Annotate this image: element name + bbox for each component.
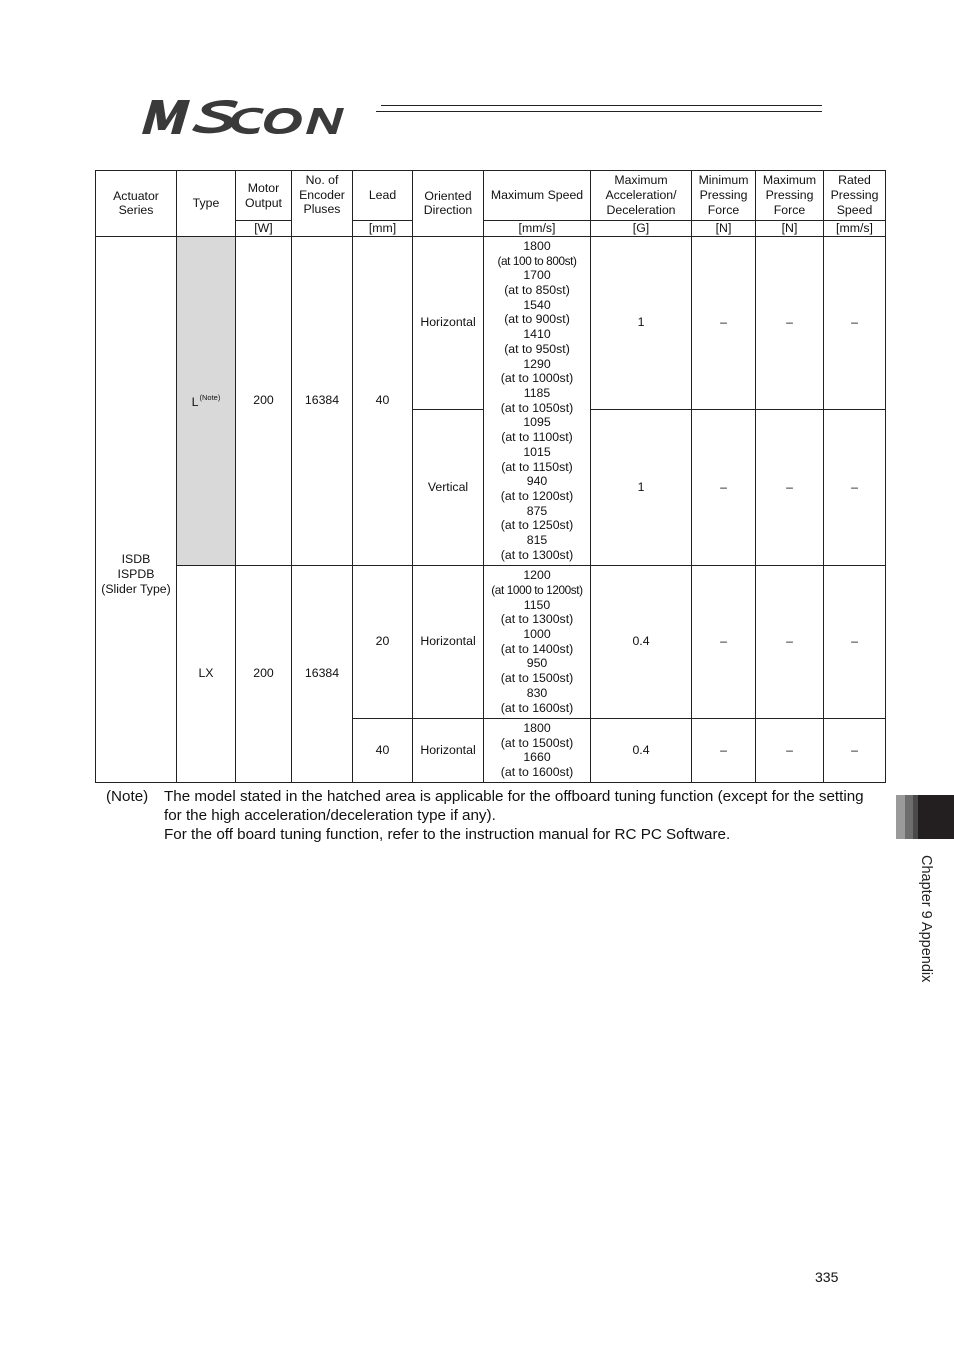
type-lx-direction-2: Horizontal	[413, 718, 484, 782]
series-line-3: (Slider Type)	[101, 581, 171, 596]
header-row	[96, 171, 886, 221]
speed-line: 1660	[523, 750, 551, 765]
note-line-2: For the off board tuning function, refer to the instruction manual for RC PC Software.	[164, 826, 731, 843]
speed-line: 815	[526, 533, 548, 548]
type-lx-max-speed-1	[484, 565, 591, 718]
type-lx-min-force-1: –	[692, 565, 756, 718]
type-l-v-rated-speed: –	[824, 409, 886, 565]
speed-line: 1410	[523, 327, 551, 342]
header-max-accel: Maximum Acceleration/ Deceleration	[591, 171, 692, 221]
type-lx-speed-list-1	[484, 568, 590, 715]
type-l-encoder-pulses: 16384	[292, 236, 353, 565]
speed-line: (at to 850st)	[504, 283, 570, 298]
type-lx-cell: LX	[177, 565, 236, 782]
speed-line: (at to 1150st)	[501, 459, 573, 474]
header-rated-pressing-speed: Rated Pressing Speed	[824, 171, 886, 221]
note-text	[164, 787, 884, 844]
type-lx-accel-2: 0.4	[591, 718, 692, 782]
type-l-v-min-force: –	[692, 409, 756, 565]
type-l-h-max-force: –	[756, 236, 824, 409]
header-type: Type	[177, 171, 236, 237]
type-lx-max-force-2: –	[756, 718, 824, 782]
type-l-direction-horizontal: Horizontal	[413, 236, 484, 409]
unit-max-speed: [mm/s]	[484, 221, 591, 237]
speed-line: (at to 1400st)	[500, 641, 574, 656]
speed-line: (at to 1100st)	[501, 430, 573, 445]
unit-rated-pressing-speed: [mm/s]	[824, 221, 886, 237]
header-oriented-direction: Oriented Direction	[413, 171, 484, 237]
actuator-series-cell	[96, 236, 177, 782]
header-min-pressing-force: Minimum Pressing Force	[692, 171, 756, 221]
speed-line: 1000	[523, 627, 551, 641]
speed-line: 830	[526, 685, 548, 700]
speed-line: (at to 1500st)	[500, 735, 574, 750]
page-number: 335	[815, 1269, 839, 1285]
header-encoder-pulses: No. of Encoder Pluses	[292, 171, 353, 237]
note-label: (Note)	[106, 788, 149, 805]
type-lx-motor-output: 200	[236, 565, 292, 782]
speed-line: (at to 1050st)	[500, 400, 574, 415]
type-lx-lead-20: 20	[353, 565, 413, 718]
type-lx-speed-list-2	[484, 721, 590, 780]
type-l-h-accel: 1	[591, 236, 692, 409]
unit-motor-output: [W]	[236, 221, 292, 237]
mscon-logo	[136, 96, 368, 140]
speed-line: 1200	[523, 568, 551, 583]
type-l-h-min-force: –	[692, 236, 756, 409]
speed-line: (at to 900st)	[504, 312, 570, 327]
speed-line: (at to 950st)	[504, 341, 570, 356]
header-lead: Lead	[353, 171, 413, 221]
header-rule-top	[381, 105, 822, 106]
speed-line: 1800	[523, 238, 551, 253]
speed-line: 1095	[523, 415, 551, 430]
header-max-speed: Maximum Speed	[484, 171, 591, 221]
type-lx-lead-40: 40	[353, 718, 413, 782]
speed-line: 1185	[523, 386, 551, 400]
type-lx-encoder-pulses: 16384	[292, 565, 353, 782]
type-lx-max-force-1: –	[756, 565, 824, 718]
header-actuator-series: Actuator Series	[96, 171, 177, 237]
chapter-tab-stripe	[896, 795, 905, 839]
type-l-max-speed	[484, 236, 591, 565]
type-l-speed-list	[484, 239, 590, 562]
type-l-direction-vertical: Vertical	[413, 409, 484, 565]
speed-line: 940	[526, 474, 548, 489]
speed-line: 950	[526, 656, 548, 671]
type-lx-max-speed-2	[484, 718, 591, 782]
speed-line: (at to 1500st)	[500, 671, 574, 686]
unit-min-pressing-force: [N]	[692, 221, 756, 237]
unit-lead: [mm]	[353, 221, 413, 237]
chapter-tab-marker	[918, 795, 954, 839]
speed-line: 1800	[523, 720, 551, 735]
speed-line: 1150	[523, 597, 551, 612]
type-l-note-mark: (Note)	[199, 393, 221, 403]
type-lx-accel-1: 0.4	[591, 565, 692, 718]
series-line-1: ISDB	[121, 552, 151, 567]
header-rule-bottom	[376, 111, 822, 112]
speed-line: (at to 1300st)	[500, 547, 574, 562]
header-motor-output: Motor Output	[236, 171, 292, 221]
unit-max-pressing-force: [N]	[756, 221, 824, 237]
speed-line: (at to 1600st)	[500, 700, 574, 715]
type-lx-rated-speed-2: –	[824, 718, 886, 782]
speed-line: 1700	[523, 268, 551, 283]
speed-line: (at 100 to 800st)	[497, 253, 577, 268]
speed-line: 1290	[523, 356, 551, 371]
speed-line: (at to 1000st)	[500, 371, 574, 386]
note-line-1: The model stated in the hatched area is applicable for the offboard tuning function (except for the setting for the high acceleration/deceleration type if any).	[164, 788, 864, 824]
type-l-cell	[177, 236, 236, 565]
header-max-pressing-force: Maximum Pressing Force	[756, 171, 824, 221]
unit-max-accel: [G]	[591, 221, 692, 237]
speed-line: (at to 1200st)	[500, 488, 574, 503]
speed-line: 1540	[523, 297, 551, 312]
speed-line: 875	[526, 503, 548, 518]
speed-line: (at to 1250st)	[500, 518, 574, 533]
type-l-v-accel: 1	[591, 409, 692, 565]
type-l-h-rated-speed: –	[824, 236, 886, 409]
chapter-tab-stripe	[905, 795, 913, 839]
type-lx-direction-1: Horizontal	[413, 565, 484, 718]
spec-table	[95, 170, 886, 783]
type-lx-min-force-2: –	[692, 718, 756, 782]
type-l-label: L	[191, 395, 199, 410]
series-line-2: ISPDB	[117, 566, 155, 581]
table-row	[96, 565, 886, 718]
type-l-lead: 40	[353, 236, 413, 565]
type-lx-rated-speed-1: –	[824, 565, 886, 718]
speed-line: (at to 1300st)	[500, 612, 574, 627]
speed-line: 1015	[523, 444, 551, 459]
type-l-v-max-force: –	[756, 409, 824, 565]
speed-line: (at 1000 to 1200st)	[491, 582, 583, 597]
table-row	[96, 236, 886, 409]
chapter-label: Chapter 9 Appendix	[918, 855, 934, 983]
speed-line: (at to 1600st)	[500, 764, 574, 779]
type-l-motor-output: 200	[236, 236, 292, 565]
